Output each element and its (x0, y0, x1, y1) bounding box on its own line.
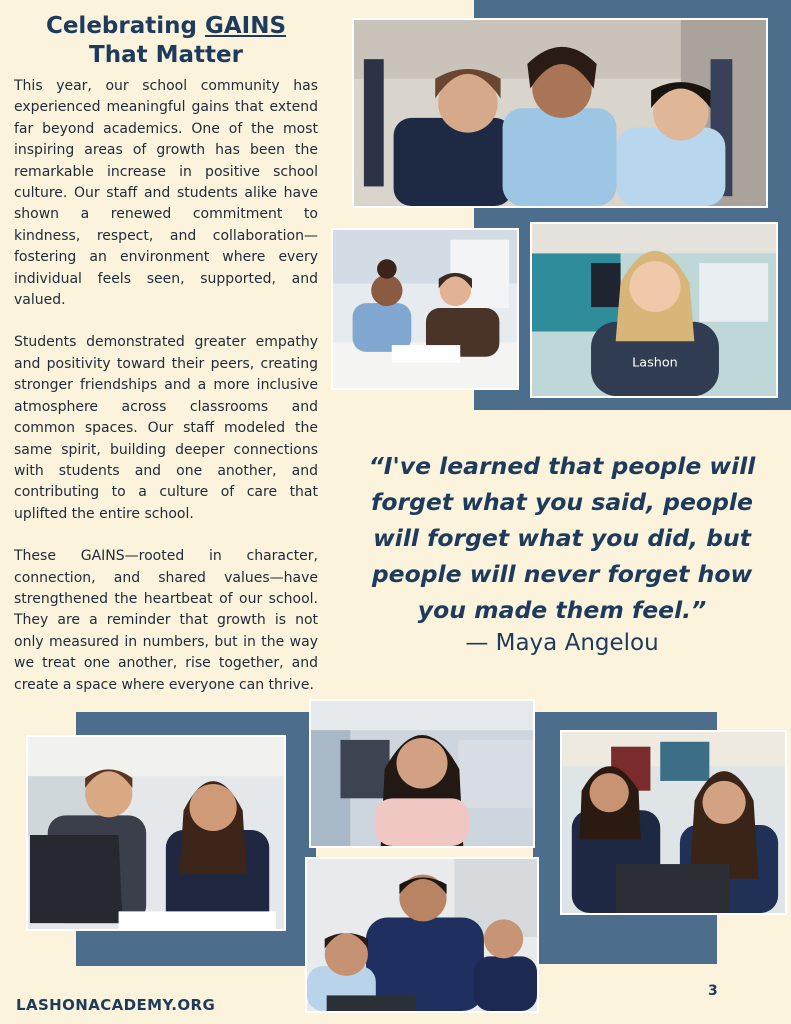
photo-smiling-teacher (530, 222, 778, 398)
paragraph-gains: These GAINS—rooted in character, connection, and shared values—have strengthened the heartbeat of our school. They are a reminder that growth is not only measured in numbers, but in the way we treat one another, rise together, and create a space where everyone can thrive. (14, 548, 318, 693)
title-suffix: That Matter (89, 42, 243, 68)
title-emphasis: GAINS (204, 13, 287, 39)
page-number: 3 (708, 983, 718, 999)
footer-website[interactable]: LASHONACADEMY.ORG (16, 996, 216, 1014)
article-body (14, 76, 318, 717)
photo-reading-together (331, 228, 519, 390)
paragraph-intro: This year, our school community has experienced meaningful gains that extend far beyond academics. One of the most inspiring areas of growth has been the remarkable increase in positive school culture. Our staff and students alike have shown a renewed commitment to kindness, respect, and collaboration—fostering an environment where every individual feels seen, supported, and valued. (14, 78, 318, 309)
page-title (14, 12, 318, 70)
paragraph-students: Students demonstrated greater empathy and positivity toward their peers, creating stronger friendships and a more inclusive atmosphere across classrooms and common spaces. Our staff modeled the same spirit, building deeper connections with students and one another, and contributing to a culture of care that uplifted the entire school. (14, 334, 318, 522)
title-prefix: Celebrating (45, 13, 205, 39)
photo-student-portrait (309, 699, 535, 848)
shirt-lettering: Lashon (632, 355, 678, 371)
maya-angelou-quote: “I've learned that people will forget what you said, people will forget what you did, but people will never forget how you made them feel.” (368, 452, 756, 624)
photo-students-in-class (560, 730, 787, 915)
photo-three-students (352, 18, 768, 208)
photo-laptop-students (26, 735, 286, 931)
quote-attribution: — Maya Angelou (465, 630, 659, 656)
photo-boys-at-laptops (305, 857, 539, 1013)
